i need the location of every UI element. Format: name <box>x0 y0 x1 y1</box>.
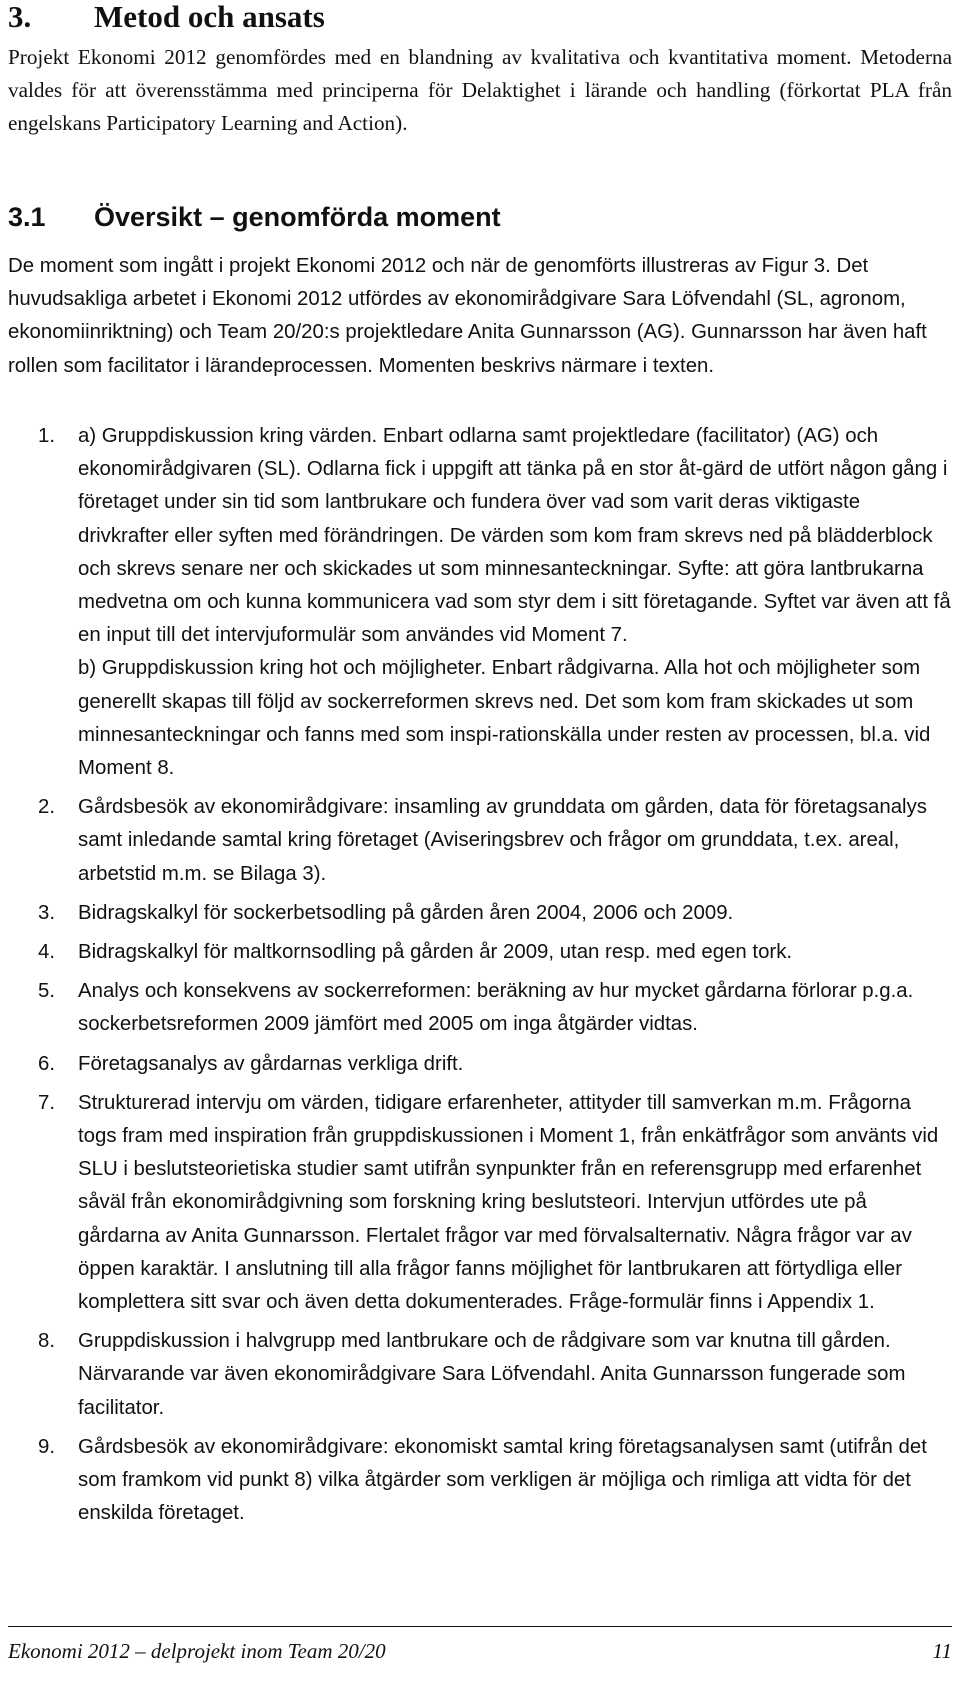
moment-text: Gårdsbesök av ekonomirådgivare: ekonomiskt samtal kring företagsanalysen samt (utifrån det som framkom vid punkt 8) vilka åtgärder som verkligen är möjliga och rimliga att vidta för det enskilda företaget. <box>78 1435 927 1525</box>
moment-number: 3. <box>38 901 56 924</box>
overview-paragraph: De moment som ingått i projekt Ekonomi 2012 och när de genomförts illustreras av Figur 3. Det huvudsakliga arbetet i Ekonomi 2012 utfördes av ekonomirådgivare Sara Löfvendahl (SL, agronom, ekonomiinriktning) och Team 20/20:s projektledare Anita Gunnarsson (AG). Gunnarsson har även haft rollen som facilitator i lärandeprocessen. Momenten beskrivs närmare i texten. <box>8 255 927 377</box>
section-heading <box>8 0 325 34</box>
section-number: 3. <box>8 0 32 34</box>
moment-text: Bidragskalkyl för sockerbetsodling på gården åren 2004, 2006 och 2009. <box>78 901 734 924</box>
moment-item <box>8 1431 952 1531</box>
section-title: Metod och ansats <box>94 0 325 34</box>
moment-item <box>8 1087 952 1319</box>
moment-text: Bidragskalkyl för maltkornsodling på gården år 2009, utan resp. med egen tork. <box>78 941 793 964</box>
moment-item <box>8 1325 952 1425</box>
moment-item <box>8 975 952 1041</box>
page-number: 11 <box>932 1639 952 1663</box>
footer-title: Ekonomi 2012 – delprojekt inom Team 20/20 <box>8 1639 386 1663</box>
subsection-number: 3.1 <box>8 202 46 232</box>
moment-text: Företagsanalys av gårdarnas verkliga drift. <box>78 1052 464 1075</box>
moment-item <box>8 791 952 891</box>
moment-number: 9. <box>38 1435 56 1458</box>
subsection-title: Översikt – genomförda moment <box>94 202 501 232</box>
moment-text: Analys och konsekvens av sockerreformen: beräkning av hur mycket gårdarna förlorar p.g.a. sockerbetsreformen 2009 jämfört med 2005 om inga åtgärder vidtas. <box>78 980 914 1036</box>
footer-divider <box>8 1626 952 1627</box>
moment-number: 4. <box>38 941 56 964</box>
moment-text: Gruppdiskussion i halvgrupp med lantbrukare och de rådgivare som var knutna till gården. Närvarande var även ekonomirådgivare Sara Löfvendahl. Anita Gunnarsson fungerade som facilitator. <box>78 1330 906 1419</box>
moment-text: Strukturerad intervju om värden, tidigare erfarenheter, attityder till samverkan m.m. Frågorna togs fram med inspiration från gruppdiskussionen i Moment 1, från enkätfrågor som använts vid SLU i beslutsteorietiska studier samt utifrån synpunkter från en referensgrupp med erfarenhet såväl från ekonomirådgivning som forskning kring beslutsteori. Intervjun utfördes ute på gårdarna av Anita Gunnarsson. Flertalet frågor var med förvalsalternativ. Några frågor var av öppen karaktär. I anslutning till alla frågor fanns möjlighet för lantbrukaren att förtydliga eller komplettera sitt svar och även detta dokumenterades. Fråge-formulär finns i Appendix 1. <box>78 1091 939 1314</box>
moment-text: Gårdsbesök av ekonomirådgivare: insamling av grunddata om gården, data för företagsanalys samt inledande samtal kring företaget (Aviseringsbrev och frågor om grunddata, t.ex. areal, arbetstid m.m. se Bilaga 3). <box>78 796 927 885</box>
moment-text: b) Gruppdiskussion kring hot och möjligheter. Enbart rådgivarna. Alla hot och möjligheter som generellt skapas till följd av sockerreformen skrevs ned. Det som kom fram skickades ut som minnesanteckningar och fanns med som inspi-rationskälla under resten av processen, bl.a. vid Moment 8. <box>78 657 931 780</box>
moments-list <box>8 420 952 1537</box>
moment-item <box>8 936 952 969</box>
moment-number: 8. <box>38 1330 56 1353</box>
moment-item <box>8 897 952 930</box>
moment-item <box>8 1048 952 1081</box>
moment-item <box>8 420 952 785</box>
moment-number: 6. <box>38 1052 56 1075</box>
subsection-heading <box>8 200 501 234</box>
moment-number: 5. <box>38 980 56 1003</box>
moment-number: 1. <box>38 425 56 447</box>
moment-number: 7. <box>38 1091 56 1114</box>
moment-number: 2. <box>38 796 56 819</box>
intro-paragraph: Projekt Ekonomi 2012 genomfördes med en blandning av kvalitativa och kvantitativa moment. Metoderna valdes för att överensstämma med principerna för Delaktighet i lärande och handling (förkortat PLA från engelskans Participatory Learning and Action). <box>8 45 952 135</box>
moment-text: a) Gruppdiskussion kring värden. Enbart odlarna samt projektledare (facilitator) (AG) och ekonomirådgivaren (SL). Odlarna fick i uppgift att tänka på en stor åt-gärd de utfört någon gång i företaget under sin tid som lantbrukare och fundera över vad som varit deras viktigaste drivkrafter eller syften med förändringen. De värden som kom fram skrevs ned på blädderblock och skrevs senare ner och skickades ut som minnesanteckningar. Syfte: att göra lantbrukarna medvetna om och kunna kommunicera vad som styr dem i sitt företagande. Syftet var även att få en input till det intervjuformulär som användes vid Moment 7. <box>78 425 951 647</box>
